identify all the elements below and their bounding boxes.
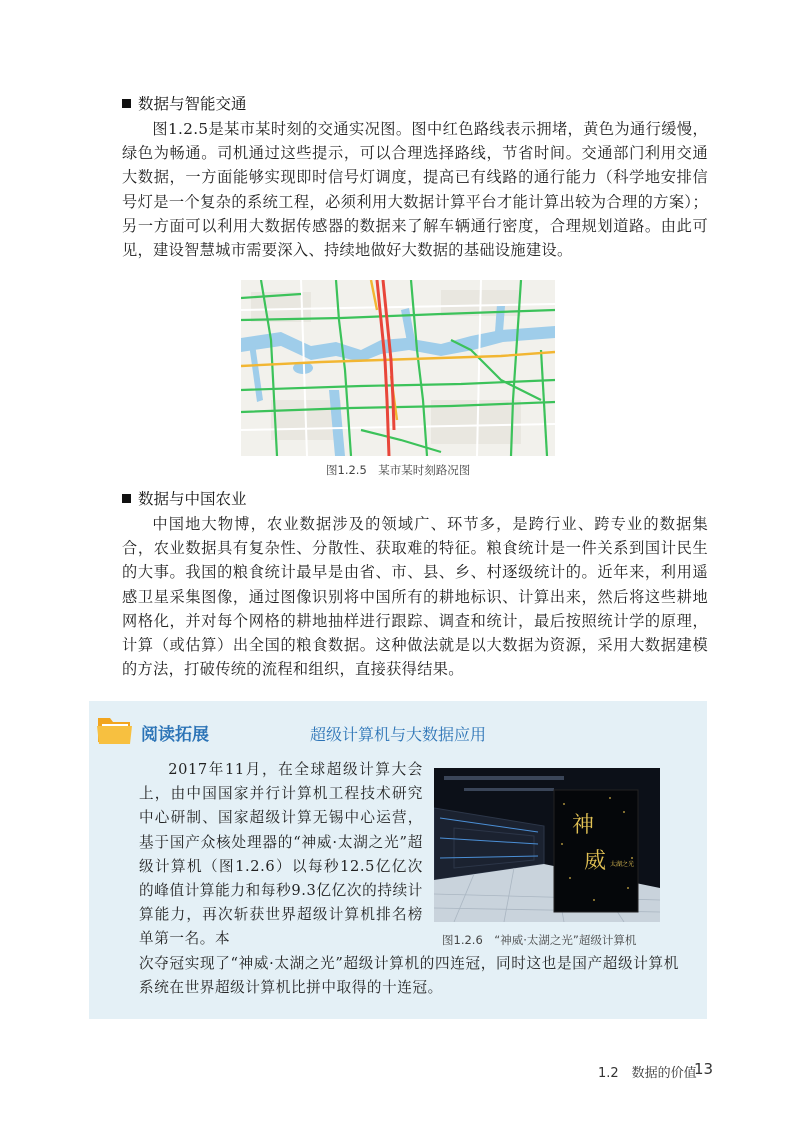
section-heading-agriculture xyxy=(122,487,247,509)
supercomputer-photo xyxy=(434,768,660,922)
heading-text: 数据与智能交通 xyxy=(138,95,247,113)
heading-text: 数据与中国农业 xyxy=(138,490,247,508)
reading-extension-label: 阅读拓展 xyxy=(141,725,209,745)
square-bullet-icon xyxy=(122,99,131,108)
section-heading-traffic xyxy=(122,92,247,114)
photo-logo-main-1: 神 xyxy=(572,813,595,838)
photo-logo-main-2: 威 xyxy=(584,849,607,874)
supercomputer-paragraph: 2017年11月，在全球超级计算大会上，由中国国家并行计算机工程技术研究中心研制、国家超级计算无锡中心运营，基于国产众核处理器的“神威·太湖之光”超级计算机（图1.2.6）以每秒12.5亿亿次的峰值计算能力和每秒9.3亿亿次的持续计算能力，再次斩获世界超级计算机排名榜单第一名。本 xyxy=(139,761,423,948)
page-number: 13 xyxy=(694,1060,714,1078)
supercomputer-paragraph-continued: 次夺冠实现了“神威·太湖之光”超级计算机的四连冠，同时这也是国产超级计算机系统在世界超级计算机比拼中取得的十连冠。 xyxy=(139,955,679,997)
traffic-paragraph: 图1.2.5是某市某时刻的交通实况图。图中红色路线表示拥堵，黄色为通行缓慢，绿色为畅通。司机通过这些提示，可以合理选择路线，节省时间。交通部门利用交通大数据，一方面能够实现即时信号灯调度，提高已有线路的通行能力（科学地安排信号灯是一个复杂的系统工程，必须利用大数据计算平台才能计算出较为合理的方案）；另一方面可以利用大数据传感器的数据来了解车辆通行密度，合理规划道路。由此可见，建设智慧城市需要深入、持续地做好大数据的基础设施建设。 xyxy=(122,120,708,260)
photo-logo-sub: 太湖之光 xyxy=(610,861,635,868)
footer-section-title: 1.2 数据的价值 xyxy=(598,1066,697,1081)
folder-icon xyxy=(96,712,134,746)
agriculture-paragraph: 中国地大物博，农业数据涉及的领域广、环节多，是跨行业、跨专业的数据集合，农业数据具有复杂性、分散性、获取难的特征。粮食统计是一件关系到国计民生的大事。我国的粮食统计最早是由省、市、县、乡、村逐级统计的。近年来，利用遥感卫星采集图像，通过图像识别将中国所有的耕地标识、计算出来，然后将这些耕地网格化，并对每个网格的耕地抽样进行跟踪、调查和统计，最后按照统计学的原理，计算（或估算）出全国的粮食数据。这种做法就是以大数据为资源，采用大数据建模的方法，打破传统的流程和组织，直接获得结果。 xyxy=(122,515,708,679)
figure-caption-1-2-6: 图1.2.6 “神威·太湖之光”超级计算机 xyxy=(442,933,637,947)
figure-caption-1-2-5: 图1.2.5 某市某时刻路况图 xyxy=(326,463,471,477)
traffic-map-image xyxy=(241,280,555,456)
reading-box-title: 超级计算机与大数据应用 xyxy=(310,725,487,744)
square-bullet-icon xyxy=(122,494,131,503)
